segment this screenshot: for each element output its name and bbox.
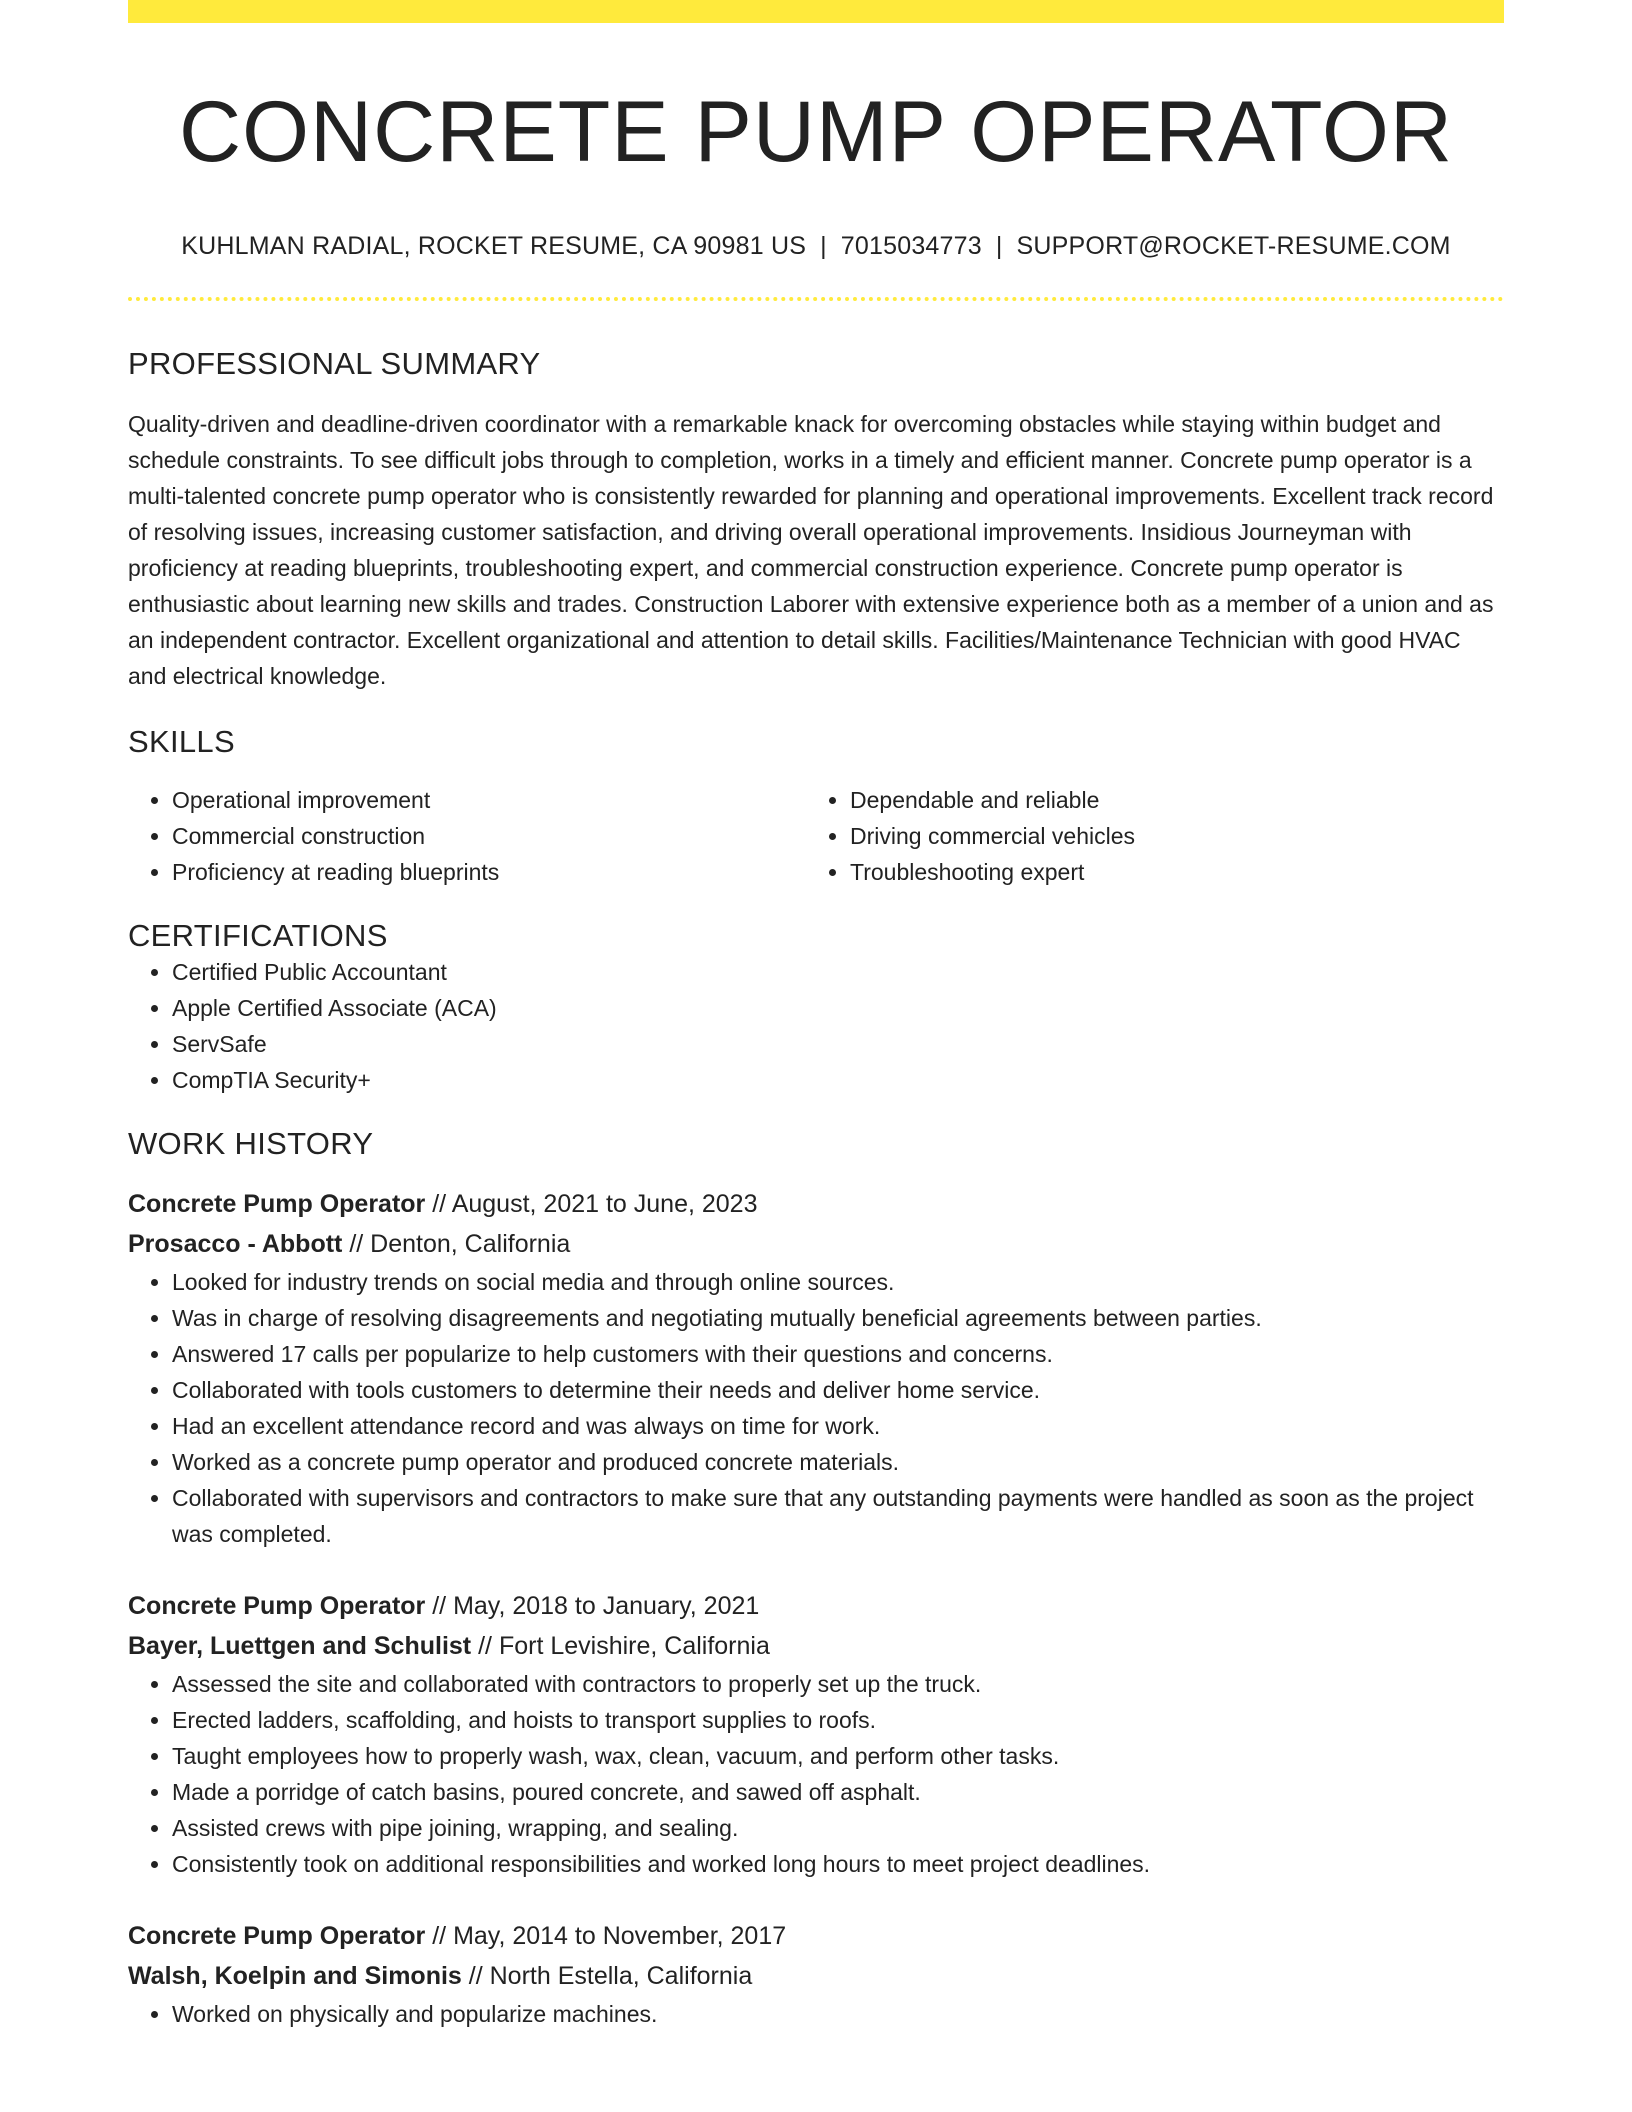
skill-item: • Proficiency at reading blueprints: [172, 854, 806, 890]
job-duty: • Erected ladders, scaffolding, and hoists to transport supplies to roofs.: [172, 1702, 1504, 1738]
job-dates: May, 2014 to November, 2017: [453, 1921, 787, 1950]
job-entry: [128, 1586, 1504, 1882]
job-duty: • Was in charge of resolving disagreements and negotiating mutually beneficial agreements between parties.: [172, 1300, 1504, 1336]
job-location: North Estella, California: [489, 1961, 753, 1990]
skills-heading: SKILLS: [128, 723, 235, 759]
job-title: Concrete Pump Operator: [128, 1921, 426, 1950]
job-dates: May, 2018 to January, 2021: [453, 1591, 760, 1620]
job-title-line: [128, 1916, 1504, 1956]
job-location: Fort Levishire, California: [498, 1631, 770, 1660]
job-entry: [128, 1184, 1504, 1552]
contact-separator: |: [995, 231, 1003, 260]
job-duty: • Looked for industry trends on social media and through online sources.: [172, 1264, 1504, 1300]
job-company-line: [128, 1626, 1504, 1666]
certifications-list: [128, 954, 1504, 1098]
job-separator: //: [461, 1961, 490, 1990]
job-separator: //: [471, 1631, 499, 1660]
job-company: Prosacco - Abbott: [128, 1229, 343, 1258]
skill-item: • Driving commercial vehicles: [850, 818, 1484, 854]
job-separator: //: [425, 1189, 452, 1218]
job-title: Concrete Pump Operator: [128, 1591, 426, 1620]
skill-item: • Dependable and reliable: [850, 782, 1484, 818]
accent-top-bar: [128, 0, 1504, 23]
job-duty: • Taught employees how to properly wash, wax, clean, vacuum, and perform other tasks.: [172, 1738, 1504, 1774]
job-company-line: [128, 1956, 1504, 1996]
job-title-line: [128, 1184, 1504, 1224]
job-duty: • Made a porridge of catch basins, poured concrete, and sawed off asphalt.: [172, 1774, 1504, 1810]
job-title: Concrete Pump Operator: [128, 1189, 426, 1218]
job-duty: • Assisted crews with pipe joining, wrapping, and sealing.: [172, 1810, 1504, 1846]
job-duty: • Worked on physically and popularize machines.: [172, 1996, 1504, 2032]
job-company: Walsh, Koelpin and Simonis: [128, 1961, 462, 1990]
job-dates: August, 2021 to June, 2023: [451, 1189, 758, 1218]
contact-line: [128, 232, 1504, 261]
dotted-divider: [128, 297, 1504, 301]
job-duties-list: [128, 1264, 1504, 1552]
job-location: Denton, California: [370, 1229, 571, 1258]
job-separator: //: [425, 1921, 454, 1950]
skills-column-right: [806, 782, 1484, 890]
work-history-heading: WORK HISTORY: [128, 1125, 374, 1161]
skill-item: • Commercial construction: [172, 818, 806, 854]
certification-item: • CompTIA Security+: [172, 1062, 1504, 1098]
certification-item: • ServSafe: [172, 1026, 1504, 1062]
job-duty: • Worked as a concrete pump operator and produced concrete materials.: [172, 1444, 1504, 1480]
job-separator: //: [425, 1591, 454, 1620]
summary-heading: PROFESSIONAL SUMMARY: [128, 345, 541, 381]
summary-text: Quality-driven and deadline-driven coordinator with a remarkable knack for overcoming obstacles while staying within budget and schedule constraints. To see difficult jobs through to completion, works in a timely and efficient manner. Concrete pump operator is a multi-talented concrete pump operator who is consistently rewarded for planning and operational improvements. Excellent track record of resolving issues, increasing customer satisfaction, and driving overall operational improvements. Insidious Journeyman with proficiency at reading blueprints, troubleshooting expert, and commercial construction experience. Concrete pump operator is enthusiastic about learning new skills and trades. Construction Laborer with extensive experience both as a member of a union and as an independent contractor. Excellent organizational and attention to detail skills. Facilities/Maintenance Technician with good HVAC and electrical knowledge.: [128, 410, 1494, 689]
certification-item: • Apple Certified Associate (ACA): [172, 990, 1504, 1026]
contact-email: SUPPORT@ROCKET-RESUME.COM: [1016, 231, 1451, 260]
job-duties-list: [128, 1666, 1504, 1882]
job-separator: //: [342, 1229, 371, 1258]
resume-title: CONCRETE PUMP OPERATOR: [179, 84, 1453, 180]
skills-column-left: [128, 782, 806, 890]
job-company: Bayer, Luettgen and Schulist: [128, 1631, 472, 1660]
skill-item: • Operational improvement: [172, 782, 806, 818]
job-duty: • Had an excellent attendance record and was always on time for work.: [172, 1408, 1504, 1444]
job-title-line: [128, 1586, 1504, 1626]
contact-phone: 7015034773: [840, 231, 982, 260]
resume-page: [128, 0, 1504, 2032]
skill-item: • Troubleshooting expert: [850, 854, 1484, 890]
certifications-heading: CERTIFICATIONS: [128, 917, 388, 953]
contact-separator: |: [820, 231, 827, 260]
contact-address: KUHLMAN RADIAL, ROCKET RESUME, CA 90981 US: [181, 231, 807, 260]
job-duties-list: [128, 1996, 1504, 2032]
skills-grid: [128, 782, 1504, 890]
job-duty: • Assessed the site and collaborated with contractors to properly set up the truck.: [172, 1666, 1504, 1702]
job-duty: • Collaborated with tools customers to determine their needs and deliver home service.: [172, 1372, 1504, 1408]
job-duty: • Collaborated with supervisors and contractors to make sure that any outstanding payments were handled as soon as the project was completed.: [172, 1480, 1504, 1552]
job-duty: • Answered 17 calls per popularize to help customers with their questions and concerns.: [172, 1336, 1504, 1372]
job-entry: [128, 1916, 1504, 2032]
job-duty: • Consistently took on additional responsibilities and worked long hours to meet project deadlines.: [172, 1846, 1504, 1882]
job-company-line: [128, 1224, 1504, 1264]
certification-item: • Certified Public Accountant: [172, 954, 1504, 990]
